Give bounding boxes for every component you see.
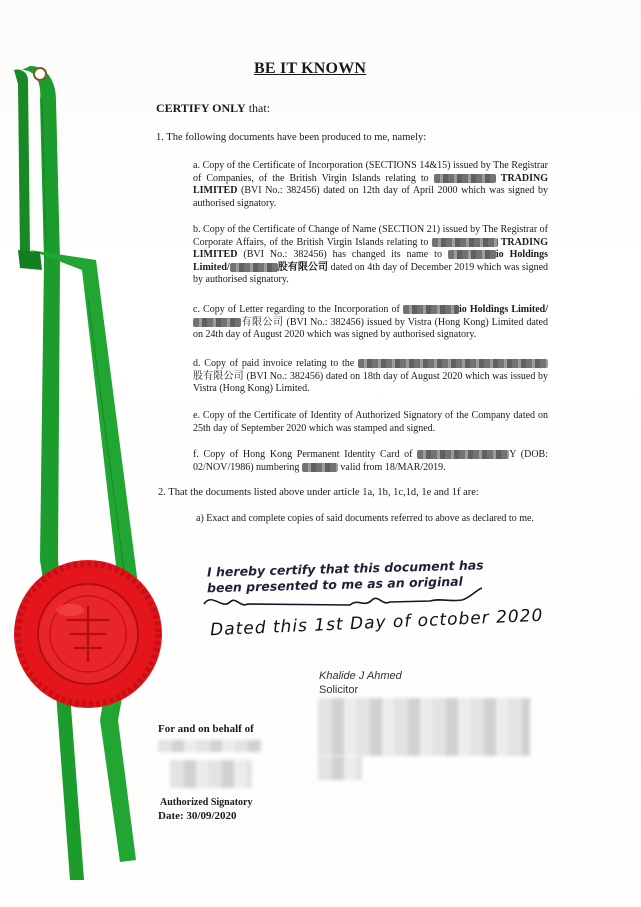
item-f-text1: f. Copy of Hong Kong Permanent Identity Card of (193, 449, 418, 460)
redaction (302, 463, 338, 472)
redaction (230, 263, 278, 272)
certify-rest: that: (245, 101, 271, 115)
item-c-cjk: 有限公司 (241, 316, 284, 328)
item-a (193, 160, 548, 210)
item-e: e. Copy of the Certificate of Identity of Authorized Signatory of the Company dated on 25th day of September 2020 which was stamped and signed. (193, 410, 548, 434)
solicitor-title: Solicitor (319, 684, 359, 696)
redaction (432, 238, 498, 247)
item-c (193, 304, 548, 342)
item-f-text2: Y (DOB: 02/NOV/1986) numbering (193, 449, 548, 473)
behalf-label: For and on behalf of (158, 723, 254, 735)
item-b-bold1: TRADING LIMITED (193, 236, 548, 261)
item-d-cjk: 股有限公司 (193, 370, 244, 382)
item-d (193, 358, 548, 396)
redaction (193, 318, 241, 327)
solicitor-name: Khalide J Ahmed (319, 670, 402, 682)
item-c-text1: c. Copy of Letter regarding to the Incorporation of (193, 304, 403, 315)
item-b-cjk: 股有限公司 (277, 261, 329, 273)
item-b-text3: dated on 4th day of December 2019 which was signed by authorised signatory. (193, 261, 549, 286)
item-b-bold2: io Holdings Limited/ (193, 249, 548, 273)
green-ribbon (14, 66, 140, 880)
item-d-text2: (BVI No.: 382456) dated on 18th day of August 2020 which was issued by Vistra (Hong Kong) Limited. (193, 370, 548, 395)
item-b-text2: (BVI No.: 382456) has changed its name to (237, 249, 448, 261)
redacted-stamp (318, 756, 362, 780)
section-2: 2. That the documents listed above under article 1a, 1b, 1c,1d, 1e and 1f are: (158, 487, 479, 498)
handwritten-line-2: been presented to me as an original (206, 573, 464, 596)
handwritten-line-1: I hereby certify that this document has (206, 557, 484, 580)
item-c-text2: (BVI No.: 382456) issued by Vistra (Hong Kong) Limited dated on 24th day of August 2020 which was signed by authorised signatory. (193, 316, 548, 341)
redacted-company (158, 740, 262, 752)
item-a-text1: a. Copy of the Certificate of Incorporation (SECTIONS 14&15) issued by The Registrar of Companies, of the British Virgin Islands relating to (193, 160, 548, 184)
redacted-stamp (318, 698, 530, 756)
redaction (358, 359, 548, 368)
redacted-company-stamp (170, 760, 252, 788)
item-a-text2: (BVI No.: 382456) dated on 12th day of April 2000 which was signed by authorised signatory. (193, 185, 548, 209)
redaction (417, 450, 509, 459)
signature-date: Date: 30/09/2020 (158, 810, 237, 822)
item-b-text1: b. Copy of the Certificate of Change of Name (SECTION 21) issued by The Registrar of Corporate Affairs, of the British Virgin Islands relating to (193, 224, 548, 248)
item-d-text1: d. Copy of paid invoice relating to the (193, 358, 358, 369)
item-f-text3: valid from 18/MAR/2019. (337, 461, 446, 473)
eyelet-icon (34, 68, 46, 80)
wax-seal (14, 560, 162, 708)
redaction (448, 250, 496, 259)
redaction (403, 305, 459, 314)
authorized-signatory-label: Authorized Signatory (160, 797, 253, 808)
item-b (193, 224, 548, 287)
item-f (193, 449, 548, 474)
section-2a: a) Exact and complete copies of said documents referred to above as declared to me. (196, 513, 534, 524)
section-1-intro: 1. The following documents have been produced to me, namely: (156, 132, 427, 143)
redaction (434, 174, 496, 183)
item-a-bold: TRADING LIMITED (193, 172, 549, 197)
certify-line (156, 101, 270, 116)
handwritten-date: Dated this 1st Day of october 2020 (209, 605, 544, 641)
item-c-bold: io Holdings Limited/ (458, 304, 549, 315)
page-title: BE IT KNOWN (254, 60, 367, 77)
certify-strong: CERTIFY ONLY (156, 101, 246, 115)
